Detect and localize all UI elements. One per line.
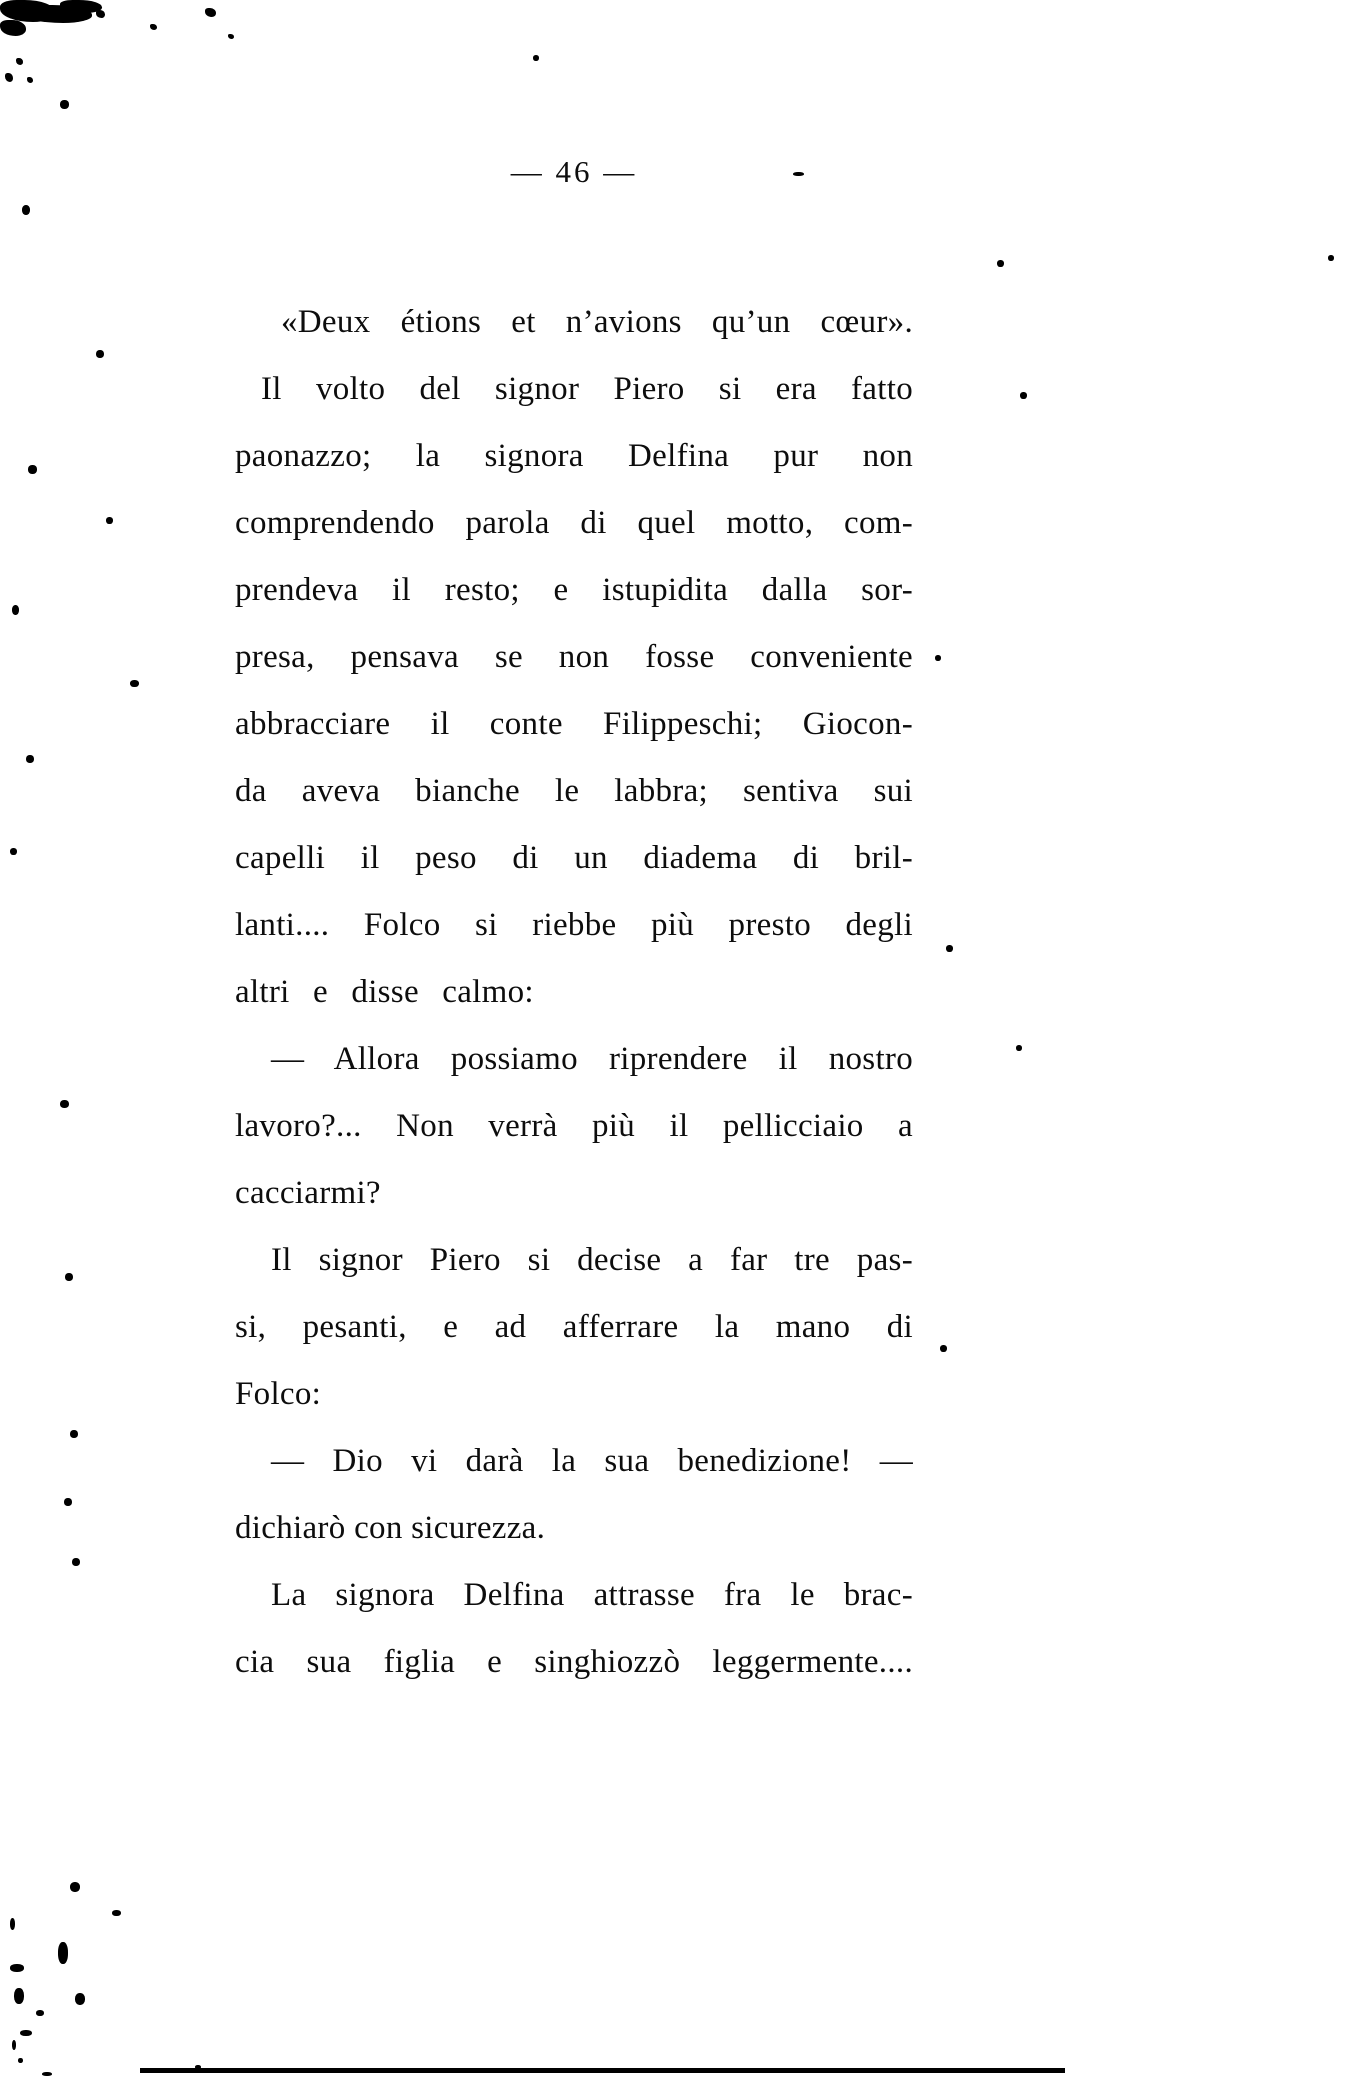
ink-speck — [106, 517, 113, 524]
text-line: Il signor Piero si decise a far tre pas- — [271, 1242, 913, 1278]
ink-speck — [60, 100, 69, 109]
ink-speck — [70, 1882, 80, 1892]
ink-speck — [58, 1942, 68, 1964]
ink-smudge — [205, 8, 216, 17]
ink-speck — [64, 1498, 72, 1506]
ink-speck — [997, 260, 1004, 267]
ink-speck — [96, 350, 104, 358]
ink-speck — [22, 205, 30, 215]
ink-speck — [26, 755, 34, 763]
ink-speck — [65, 1273, 73, 1281]
ink-speck — [60, 1100, 69, 1108]
scan-edge-line — [140, 2068, 1065, 2073]
ink-speck — [14, 1988, 24, 2004]
ink-smudge — [96, 10, 105, 18]
ink-speck — [12, 2040, 16, 2050]
ink-speck — [12, 605, 19, 615]
ink-speck — [940, 1345, 947, 1352]
ink-smudge — [27, 77, 33, 83]
text-line: Il volto del signor Piero si era fatto — [261, 371, 913, 407]
ink-speck — [1020, 392, 1027, 399]
ink-speck — [1016, 1045, 1022, 1051]
text-line: «Deux étions et n’avions qu’un cœur». — [281, 304, 913, 340]
ink-smudge — [150, 24, 157, 30]
ink-smudge — [16, 58, 23, 65]
ink-speck — [793, 172, 804, 176]
ink-speck — [946, 945, 953, 952]
text-line: cia sua figlia e singhiozzò leggermente.... — [235, 1644, 913, 1680]
text-line: prendeva il resto; e istupidita dalla sor- — [235, 572, 913, 608]
ink-speck — [70, 1430, 78, 1438]
ink-speck — [20, 2030, 32, 2036]
ink-speck — [130, 680, 139, 687]
ink-speck — [10, 1964, 24, 1972]
ink-speck — [533, 55, 539, 61]
text-line: La signora Delfina attrasse fra le brac- — [271, 1577, 913, 1613]
text-line: presa, pensava se non fosse conveniente — [235, 639, 913, 675]
ink-smudge — [228, 34, 234, 39]
text-line: abbracciare il conte Filippeschi; Giocon- — [235, 706, 913, 742]
text-line: — Allora possiamo riprendere il nostro — [271, 1041, 913, 1077]
ink-speck — [72, 1558, 80, 1566]
text-line: altri e disse calmo: — [235, 974, 534, 1010]
text-line: dichiarò con sicurezza. — [235, 1510, 546, 1546]
ink-speck — [75, 1993, 85, 2005]
ink-smudge — [0, 20, 26, 36]
text-line: capelli il peso di un diadema di bril- — [235, 840, 913, 876]
text-line: si, pesanti, e ad afferrare la mano di — [235, 1309, 913, 1345]
ink-speck — [10, 1918, 15, 1930]
ink-speck — [1328, 255, 1334, 261]
ink-smudge — [5, 73, 13, 82]
ink-speck — [36, 2010, 44, 2016]
text-line: paonazzo; la signora Delfina pur non — [235, 438, 913, 474]
ink-speck — [42, 2072, 52, 2076]
page-text-block — [235, 289, 913, 1696]
ink-speck — [10, 848, 17, 855]
text-line: lanti.... Folco si riebbe più presto degli — [235, 907, 913, 943]
text-line: da aveva bianche le labbra; sentiva sui — [235, 773, 913, 809]
text-line: Folco: — [235, 1376, 322, 1412]
ink-speck — [18, 2058, 23, 2063]
page-number: — 46 — — [510, 154, 638, 189]
ink-speck — [935, 655, 941, 661]
ink-speck — [112, 1910, 121, 1916]
text-line: lavoro?... Non verrà più il pellicciaio a — [235, 1108, 913, 1144]
ink-speck — [28, 465, 37, 474]
text-line: cacciarmi? — [235, 1175, 381, 1211]
text-line: — Dio vi darà la sua benedizione! — — [271, 1443, 913, 1479]
text-line: comprendendo parola di quel motto, com- — [235, 505, 913, 541]
